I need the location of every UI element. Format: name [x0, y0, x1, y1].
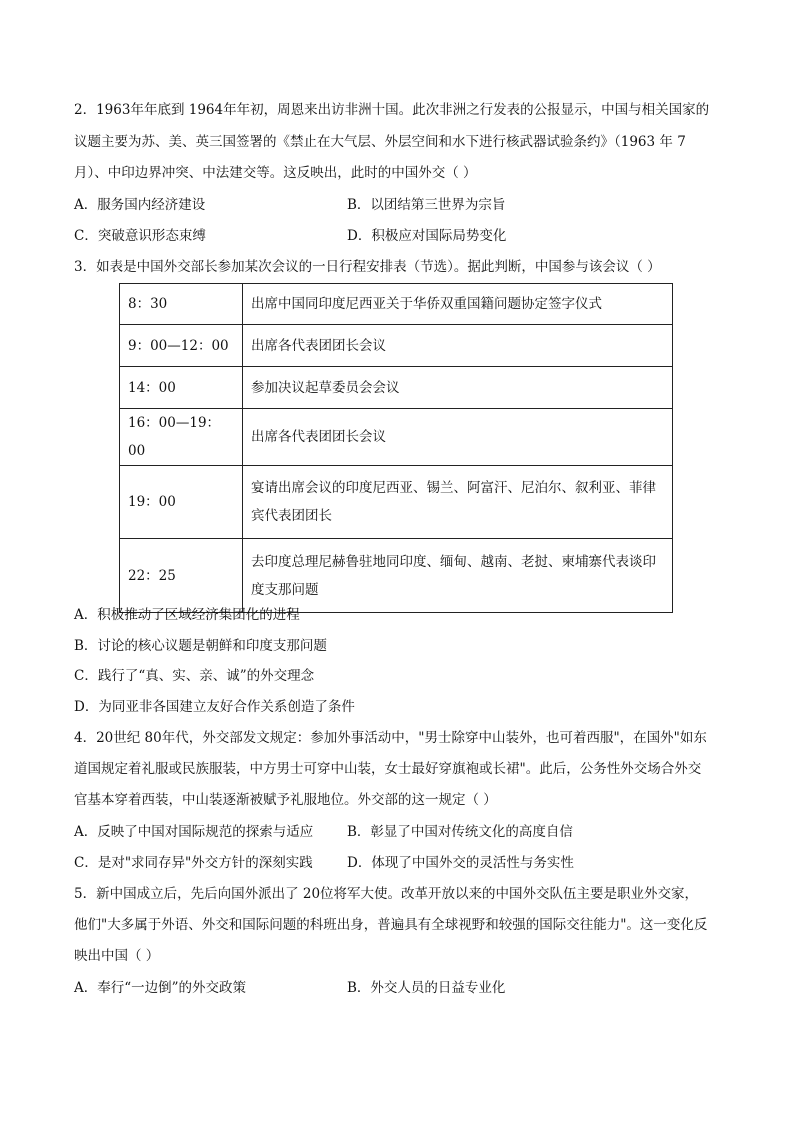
q3-option-c[interactable]: C．践行了“真、实、亲、诚”的外交理念: [74, 668, 315, 684]
q2-option-a[interactable]: A．服务国内经济建设: [74, 197, 206, 213]
table-cell-event: [243, 539, 673, 613]
q5-option-b[interactable]: B．外交人员的日益专业化: [347, 980, 506, 996]
q3-stem: 3．如表是中国外交部长参加某次会议的一日行程安排表（节选）。据此判断，中国参与该会议（ ）: [74, 259, 661, 275]
table-cell-event: [243, 466, 673, 539]
table-row: [120, 284, 673, 325]
q5-stem-line-1: 5．新中国成立后，先后向国外派出了 20位将军大使。改革开放以来的中国外交队伍主要是职业外交家，: [74, 886, 699, 902]
table-cell-time: 8：30: [120, 284, 243, 325]
table-cell-event: 出席各代表团团长会议: [243, 325, 673, 367]
schedule-table: [119, 283, 673, 613]
table-cell-event-line: 去印度总理尼赫鲁驻地同印度、缅甸、越南、老挝、柬埔寨代表谈印: [251, 553, 656, 570]
q2-stem-line-3: 月）、中印边界冲突、中法建交等。这反映出，此时的中国外交（ ）: [74, 165, 477, 181]
table-row: [120, 466, 673, 539]
q3-option-d[interactable]: D．为同亚非各国建立友好合作关系创造了条件: [74, 699, 355, 715]
table-cell-time: 19：00: [120, 466, 243, 539]
table-row: [120, 539, 673, 613]
table-row: [120, 325, 673, 367]
table-cell-time: 14：00: [120, 367, 243, 409]
q2-stem-line-2: 议题主要为苏、美、英三国签署的《禁止在大气层、外层空间和水下进行核武器试验条约》（1963 年 7: [74, 134, 686, 150]
q2-option-b[interactable]: B．以团结第三世界为宗旨: [347, 197, 506, 213]
table-cell-event: 出席各代表团团长会议: [243, 409, 673, 466]
q3-option-a[interactable]: A．积极推动了区域经济集团化的进程: [74, 607, 300, 623]
q5-stem-line-3: 映出中国（ ）: [74, 948, 160, 964]
table-cell-event-line: 宾代表团团长: [251, 508, 332, 524]
q5-option-a[interactable]: A．奉行“一边倒”的外交政策: [74, 980, 247, 996]
table-cell-event: 出席中国同印度尼西亚关于华侨双重国籍问题协定签字仪式: [243, 284, 673, 325]
table-cell-event-line: 度支那问题: [251, 581, 319, 598]
q5-stem-line-2: 他们"大多属于外语、外交和国际问题的科班出身，普遍具有全球视野和较强的国际交往能力"。这一变化反: [74, 917, 708, 933]
table-row: [120, 409, 673, 466]
q4-stem-line-2: 道国规定着礼服或民族服装，中方男士可穿中山装，女士最好穿旗袍或长裙"。此后，公务性外交场合外交: [74, 761, 702, 777]
q4-option-a[interactable]: A．反映了中国对国际规范的探索与适应: [74, 824, 314, 840]
q2-option-d[interactable]: D．积极应对国际局势变化: [347, 228, 507, 244]
q4-option-c[interactable]: C．是对"求同存异"外交方针的深刻实践: [74, 855, 313, 871]
table-cell-event: 参加决议起草委员会会议: [243, 367, 673, 409]
q2-option-c[interactable]: C．突破意识形态束缚: [74, 228, 206, 244]
q4-option-d[interactable]: D．体现了中国外交的灵活性与务实性: [347, 855, 574, 871]
q2-stem-line-1: 2．1963年年底到 1964年年初，周恩来出访非洲十国。此次非洲之行发表的公报显示，中国与相关国家的: [74, 102, 710, 118]
table-cell-event-line: 宴请出席会议的印度尼西亚、锡兰、阿富汗、尼泊尔、叙利亚、菲律: [251, 480, 656, 496]
q4-option-b[interactable]: B．彰显了中国对传统文化的高度自信: [347, 824, 573, 840]
q4-stem-line-3: 官基本穿着西装，中山装逐渐被赋予礼服地位。外交部的这一规定（ ）: [74, 792, 497, 808]
q4-stem-line-1: 4．20世纪 80年代，外交部发文规定：参加外事活动中，"男士除穿中山装外，也可着西服"，在国外"如东: [74, 730, 707, 746]
table-cell-time: 9：00—12：00: [120, 325, 243, 367]
q3-option-b[interactable]: B．讨论的核心议题是朝鲜和印度支那问题: [74, 638, 327, 654]
table-row: [120, 367, 673, 409]
table-cell-time: 22：25: [120, 539, 243, 613]
table-cell-time: 16：00—19：00: [120, 409, 243, 466]
